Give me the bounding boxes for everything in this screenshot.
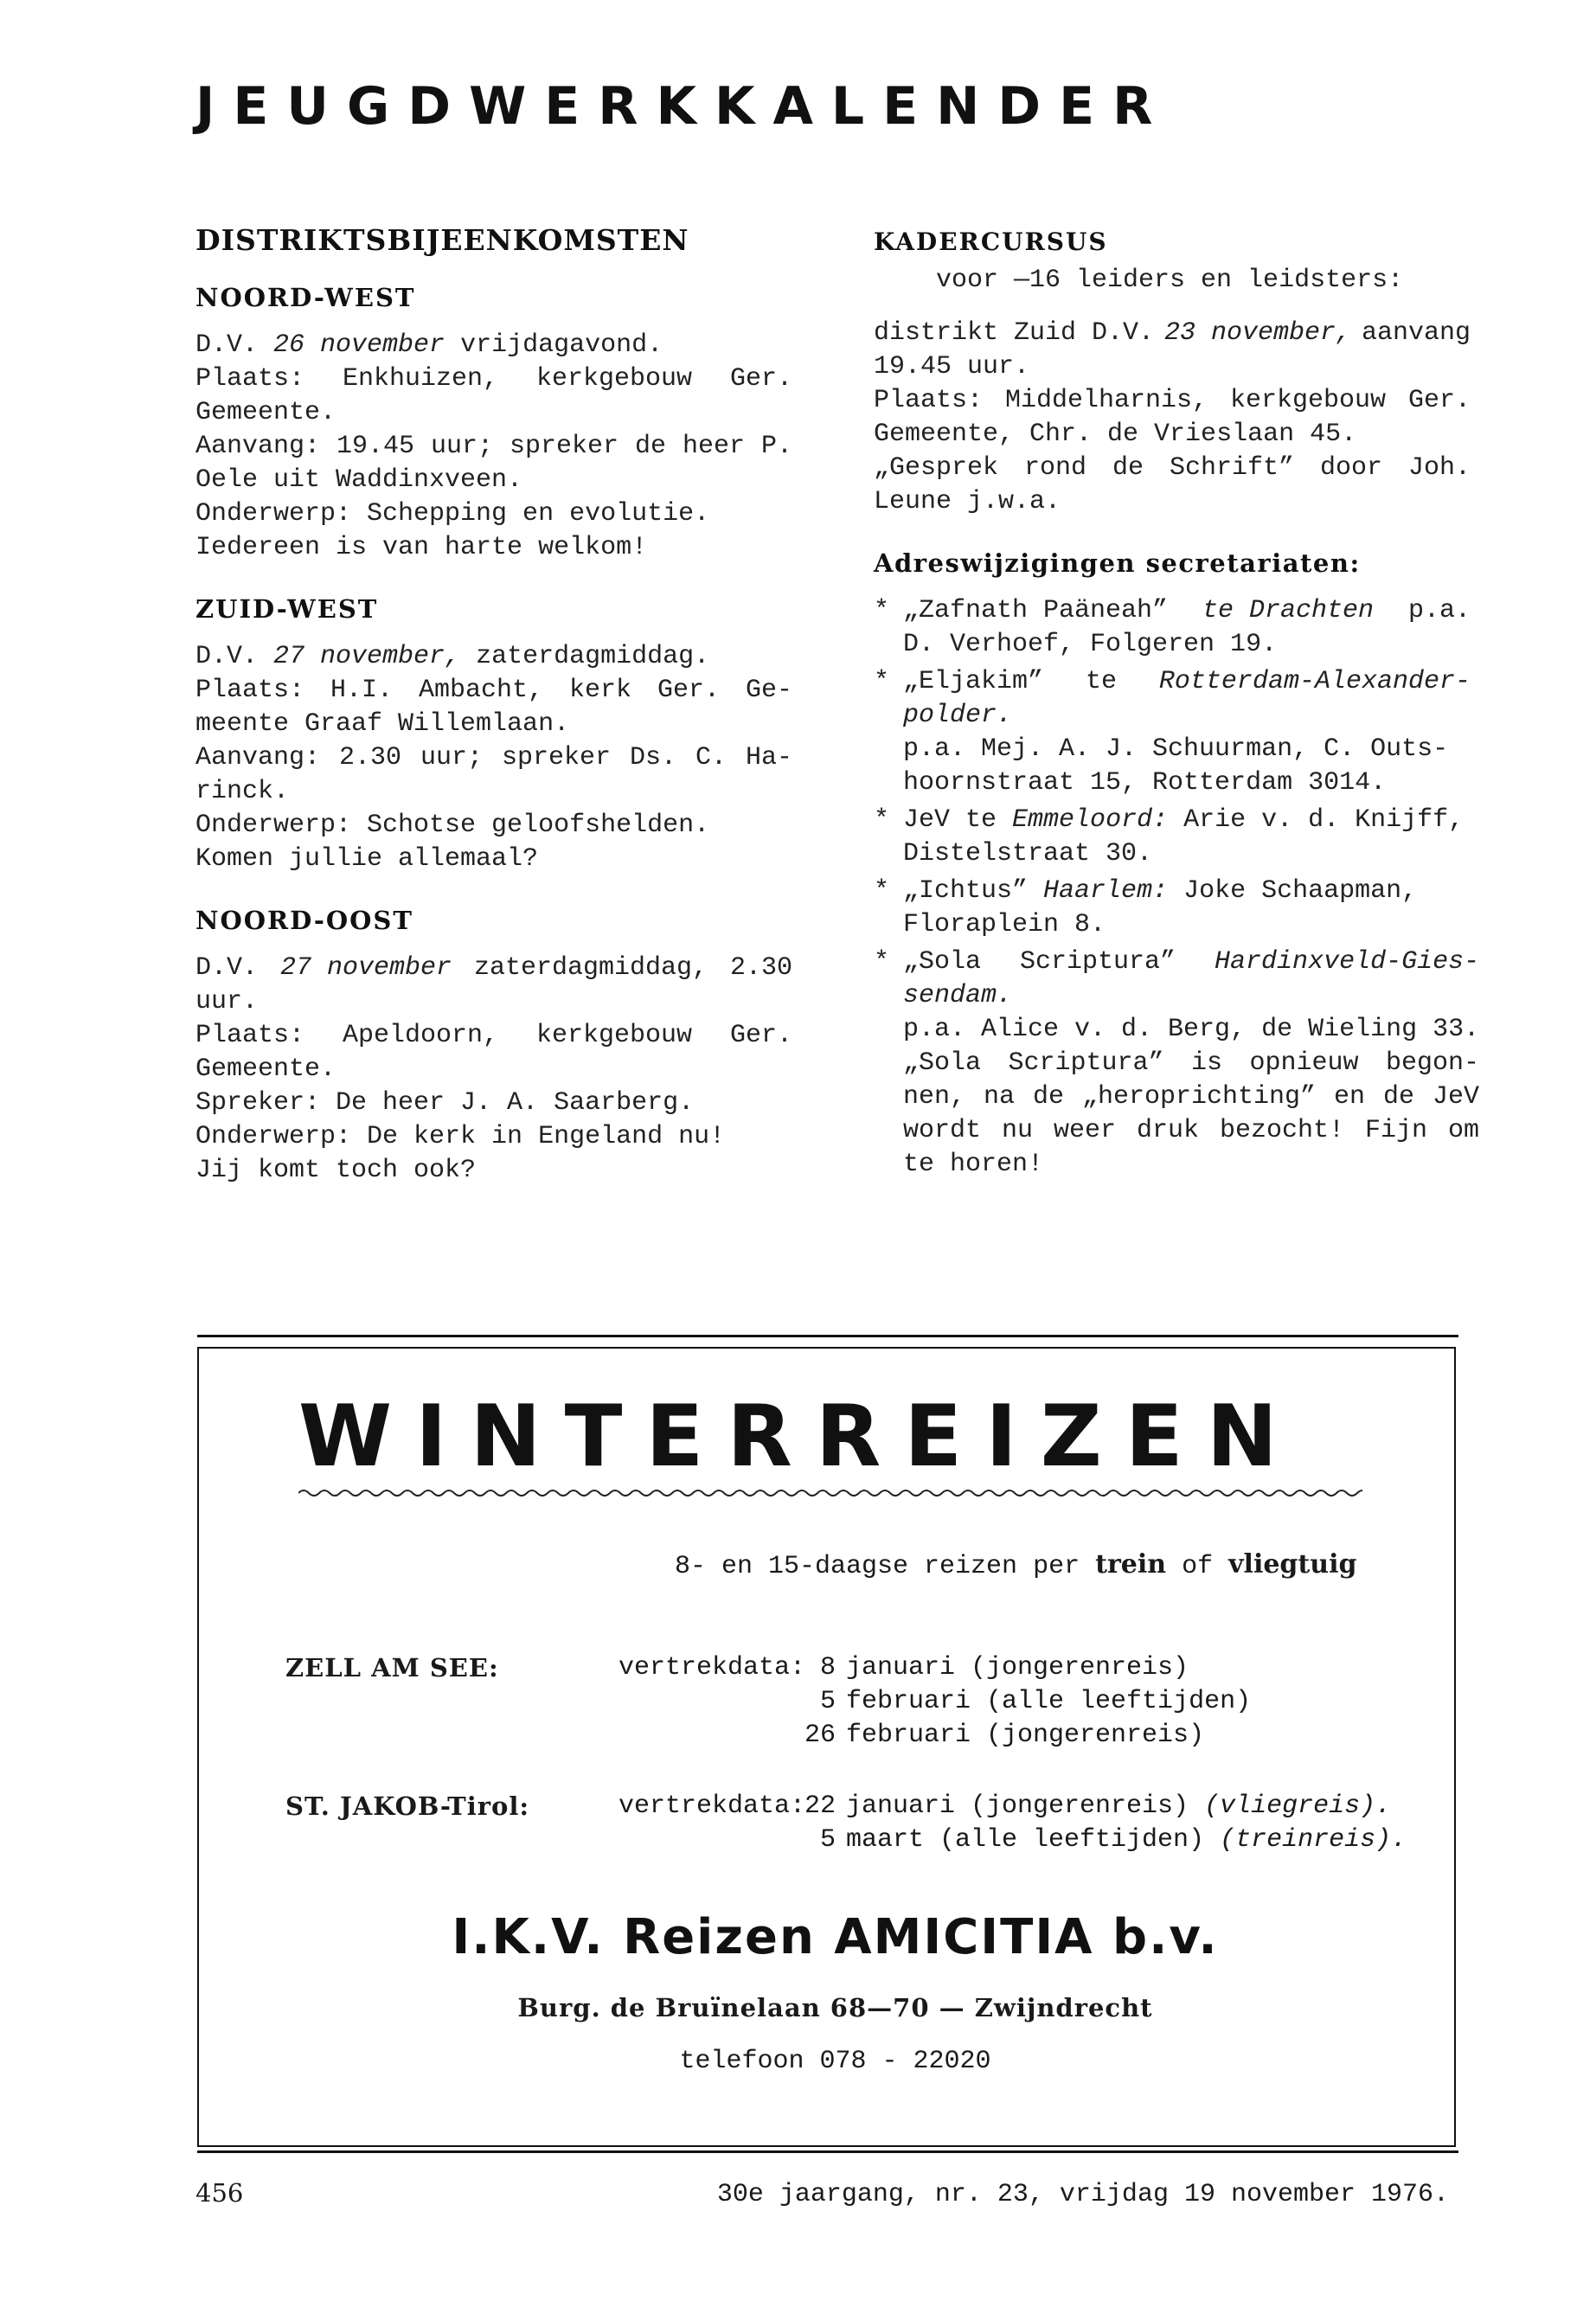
noord-oost-heading: NOORD-OOST xyxy=(195,906,413,935)
date-row: 5 februari (alle leeftijden) xyxy=(819,1687,1252,1716)
departure-label: vertrekdata: xyxy=(619,1653,806,1682)
wavy-divider xyxy=(298,1487,1362,1499)
text-line: voor —16 leiders en leidsters: xyxy=(936,266,1404,295)
ad-bottom-rule xyxy=(197,2150,1458,2153)
text-line: Komen jullie allemaal? xyxy=(195,844,539,874)
zuid-west-section xyxy=(195,593,792,876)
text-line: Plaats: Enkhuizen, kerkgebouw Ger. xyxy=(195,364,792,394)
bullet: * xyxy=(874,596,890,625)
list-item: * JeV te Emmeloord: Arie v. d. Knijff, Distelstraat 30. xyxy=(874,804,1471,871)
text-line: „Gesprek rond de Schrift” door Joh. xyxy=(874,453,1471,483)
text-line: Onderwerp: De kerk in Engeland nu! xyxy=(195,1122,726,1151)
bullet: * xyxy=(874,876,890,906)
text-line: Onderwerp: Schotse geloofshelden. xyxy=(195,811,710,840)
destination-name: ZELL AM SEE: xyxy=(285,1653,499,1682)
winterreizen-advertisement xyxy=(197,1347,1456,2147)
departure-dates xyxy=(794,1651,1251,1753)
text-line: Aanvang: 2.30 uur; spreker Ds. C. Ha- xyxy=(195,743,792,772)
list-item: * „Sola Scriptura” Hardinxveld-Gies- sendam. p.a. Alice v. d. Berg, de Wieling 33. „Sola Scriptura” is opnieuw begon- nen, na de „heroprichting” en de JeV wordt nu weer druk bezocht! Fijn om te horen! xyxy=(874,945,1471,1182)
date-row: 26 februari (jongerenreis) xyxy=(804,1721,1205,1750)
company-phone: telefoon 078 - 22020 xyxy=(679,2047,991,2076)
company-name: I.K.V. Reizen AMICITIA b.v. xyxy=(452,1909,1219,1965)
company-address: Burg. de Bruïnelaan 68—70 — Zwijndrecht xyxy=(517,1993,1153,2022)
kadercursus-section xyxy=(874,225,1471,519)
ad-top-rule xyxy=(197,1335,1458,1337)
text-line: uur. xyxy=(195,987,259,1016)
text-line: Gemeente. xyxy=(195,398,337,427)
text-line: Spreker: De heer J. A. Saarberg. xyxy=(195,1088,695,1118)
departure-dates xyxy=(794,1790,1407,1857)
list-item: * „Zafnath Paäneah” te Drachten p.a. D. Verhoef, Folgeren 19. xyxy=(874,594,1471,662)
text-line: Plaats: H.I. Ambacht, kerk Ger. Ge- xyxy=(195,676,792,705)
date-row: 8 januari (jongerenreis) xyxy=(819,1653,1189,1682)
right-column xyxy=(874,225,1480,1185)
text-line: Plaats: Middelharnis, kerkgebouw Ger. xyxy=(874,386,1471,415)
address-changes-section xyxy=(874,547,1480,1182)
text-line: Aanvang: 19.45 uur; spreker de heer P. xyxy=(195,432,792,461)
kadercursus-heading: KADERCURSUS xyxy=(874,228,1108,256)
text-line: D.V. 27 november, zaterdagmiddag. xyxy=(195,642,710,671)
text-line: Jij komt toch ook? xyxy=(195,1156,477,1185)
page-title: JEUGDWERKKALENDER xyxy=(195,76,1171,137)
text-line: Leune j.w.a. xyxy=(874,487,1061,516)
bullet: * xyxy=(874,667,890,696)
ad-subtitle: 8- en 15-daagse reizen per trein of vliegtuig xyxy=(675,1549,1357,1581)
date-row: 22 januari (jongerenreis) (vliegreis). xyxy=(804,1791,1392,1821)
destination-name: ST. JAKOB-Tirol: xyxy=(285,1791,530,1821)
date-row: 5 maart (alle leeftijden) (treinreis). xyxy=(819,1825,1407,1855)
text-line: distrikt Zuid D.V. 23 november, aanvang xyxy=(874,318,1471,348)
text-line: Plaats: Apeldoorn, kerkgebouw Ger. xyxy=(195,1021,792,1050)
text-line: rinck. xyxy=(195,777,290,806)
zuid-west-heading: ZUID-WEST xyxy=(195,594,379,624)
bullet: * xyxy=(874,947,890,977)
text-line: Gemeente. xyxy=(195,1054,337,1084)
text-line: 19.45 uur. xyxy=(874,352,1030,381)
text-line: Iedereen is van harte welkom! xyxy=(195,533,648,562)
ad-title: WINTERREIZEN xyxy=(298,1388,1301,1486)
text-line: Gemeente, Chr. de Vrieslaan 45. xyxy=(874,420,1357,449)
bullet: * xyxy=(874,805,890,835)
noord-oost-section xyxy=(195,904,792,1188)
departure-label: vertrekdata: xyxy=(619,1791,806,1821)
left-column xyxy=(195,223,792,1215)
list-item: * „Eljakim” te Rotterdam-Alexander- polder. p.a. Mej. A. J. Schuurman, C. Outs- hoornstraat 15, Rotterdam 3014. xyxy=(874,665,1471,800)
list-item: * „Ichtus” Haarlem: Joke Schaapman, Floraplein 8. xyxy=(874,875,1471,942)
destination-jakob xyxy=(285,1790,1410,1859)
text-line: meente Graaf Willemlaan. xyxy=(195,709,570,739)
text-line: D.V. 26 november vrijdagavond. xyxy=(195,330,663,360)
noord-west-section xyxy=(195,281,792,565)
text-line: Onderwerp: Schepping en evolutie. xyxy=(195,499,710,529)
district-meetings-heading: DISTRIKTSBIJEENKOMSTEN xyxy=(195,223,689,257)
noord-west-heading: NOORD-WEST xyxy=(195,283,416,312)
issue-info: 30e jaargang, nr. 23, vrijdag 19 november 1976. xyxy=(716,2180,1449,2209)
text-line: D.V. 27 november zaterdagmiddag, 2.30 xyxy=(195,953,792,983)
page-number: 456 xyxy=(195,2178,244,2208)
address-changes-heading: Adreswijzigingen secretariaten: xyxy=(874,548,1361,578)
destination-zell xyxy=(285,1651,1410,1755)
text-line: Oele uit Waddinxveen. xyxy=(195,465,523,495)
